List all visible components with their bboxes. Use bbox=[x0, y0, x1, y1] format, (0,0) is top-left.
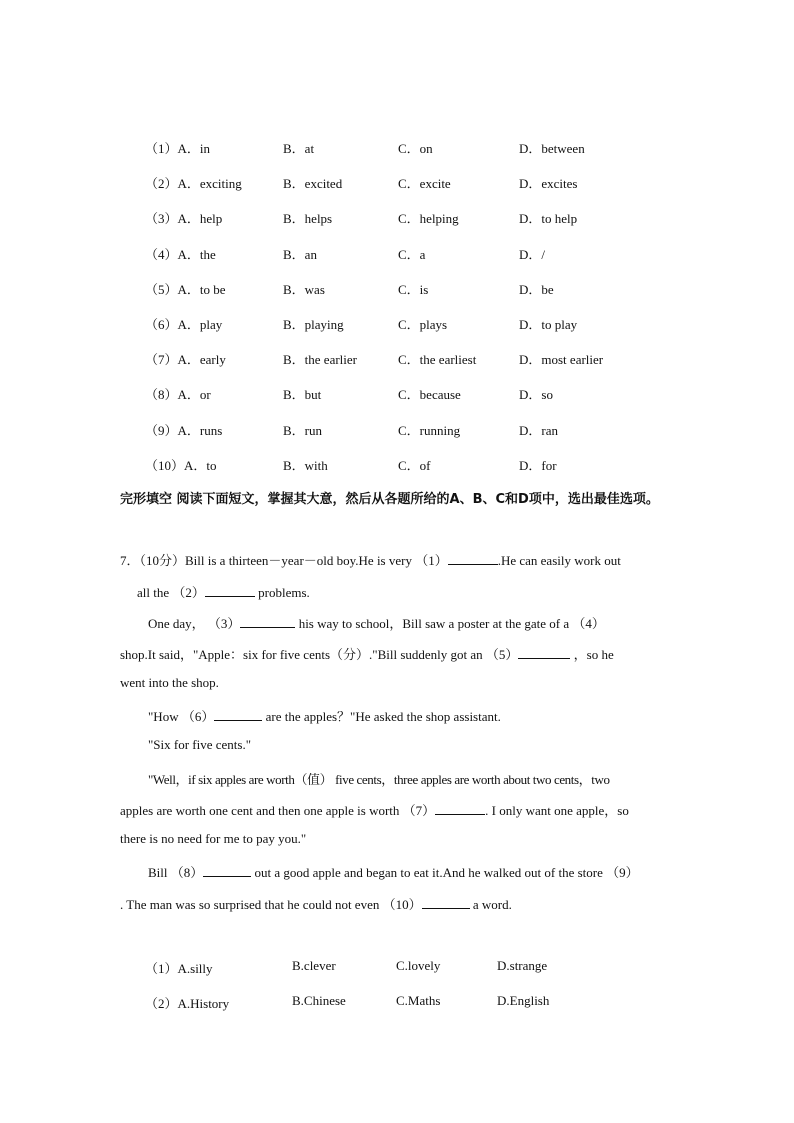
passage-line-2 bbox=[137, 582, 310, 601]
option-c: C.Maths bbox=[396, 993, 441, 1008]
option-d: D．between bbox=[519, 141, 585, 156]
option-a: （2）A．exciting bbox=[145, 176, 242, 191]
option-row-6 bbox=[0, 314, 794, 334]
option-d: D．be bbox=[519, 282, 554, 297]
passage-text: problems. bbox=[254, 585, 310, 600]
option-b: B．but bbox=[283, 387, 322, 402]
passage-text: are the apples？"He asked the shop assistant. bbox=[262, 709, 501, 724]
option-d: D．most earlier bbox=[519, 352, 604, 367]
passage-line-11 bbox=[148, 862, 639, 881]
passage-line-7: "Six for five cents." bbox=[148, 737, 252, 752]
passage-text: a word. bbox=[469, 897, 512, 912]
option-c: C．the earliest bbox=[398, 352, 477, 367]
option-row-2 bbox=[0, 173, 794, 193]
option-b: B．at bbox=[283, 141, 315, 156]
passage-text: . The man was so surprised that he could not even （10） bbox=[120, 897, 422, 912]
passage-text: his way to school，Bill saw a poster at the gate of a （4） bbox=[295, 616, 605, 631]
option-a: （7）A．early bbox=[145, 352, 226, 367]
passage-line-3 bbox=[148, 613, 605, 632]
option-c: C.lovely bbox=[396, 958, 441, 973]
option-d: D.strange bbox=[497, 958, 548, 973]
option-b: B.clever bbox=[292, 958, 336, 973]
option-row-1 bbox=[0, 138, 794, 158]
option-b: B．with bbox=[283, 458, 328, 473]
option-b: B．the earlier bbox=[283, 352, 357, 367]
option-row-3 bbox=[0, 208, 794, 228]
option-c: C．is bbox=[398, 282, 429, 297]
option-a: （4）A．the bbox=[145, 247, 216, 262]
option-c: C．running bbox=[398, 423, 461, 438]
passage-line-10: there is no need for me to pay you." bbox=[120, 831, 307, 846]
answer-blank-10[interactable] bbox=[422, 896, 470, 909]
passage-text: One day， （3） bbox=[148, 616, 241, 631]
option-d: D．to play bbox=[519, 317, 578, 332]
passage-text: ，so he bbox=[570, 647, 614, 662]
option-a: （10）A．to bbox=[145, 458, 217, 473]
option-c: C．helping bbox=[398, 211, 459, 226]
option-a: （3）A．help bbox=[145, 211, 223, 226]
option-a: （1）A．in bbox=[145, 141, 211, 156]
passage-text: "How （6） bbox=[148, 709, 215, 724]
option-c: C．plays bbox=[398, 317, 448, 332]
passage-line-1 bbox=[120, 550, 621, 569]
answer-blank-2[interactable] bbox=[205, 584, 255, 597]
q7-option-row-1 bbox=[0, 958, 794, 978]
passage-line-9 bbox=[120, 800, 629, 819]
option-d: D．for bbox=[519, 458, 557, 473]
option-row-7 bbox=[0, 349, 794, 369]
option-b: B．helps bbox=[283, 211, 333, 226]
option-c: C．because bbox=[398, 387, 461, 402]
option-a: （1）A.silly bbox=[145, 961, 213, 976]
passage-line-12 bbox=[120, 894, 512, 913]
passage-line-6 bbox=[148, 706, 501, 725]
answer-blank-3[interactable] bbox=[240, 615, 295, 628]
passage-text: all the （2） bbox=[137, 585, 205, 600]
option-d: D．/ bbox=[519, 247, 546, 262]
option-a: （9）A．runs bbox=[145, 423, 223, 438]
option-c: C．on bbox=[398, 141, 433, 156]
option-c: C．of bbox=[398, 458, 431, 473]
option-d: D．to help bbox=[519, 211, 578, 226]
option-d: D．excites bbox=[519, 176, 578, 191]
answer-blank-7[interactable] bbox=[435, 802, 485, 815]
option-d: D．so bbox=[519, 387, 553, 402]
option-c: C．a bbox=[398, 247, 426, 262]
option-b: B.Chinese bbox=[292, 993, 346, 1008]
answer-blank-6[interactable] bbox=[214, 708, 262, 721]
answer-blank-8[interactable] bbox=[203, 864, 251, 877]
option-a: （5）A．to be bbox=[145, 282, 226, 297]
passage-line-8: "Well，if six apples are worth（值） five cents，three apples are worth about two cents，two bbox=[148, 772, 610, 787]
passage-line-5: went into the shop. bbox=[120, 675, 219, 690]
option-d: D.English bbox=[497, 993, 550, 1008]
q7-option-row-2 bbox=[0, 993, 794, 1013]
passage-text: .He can easily work out bbox=[497, 553, 621, 568]
option-b: B．an bbox=[283, 247, 317, 262]
option-a: （2）A.History bbox=[145, 996, 230, 1011]
section-heading: 完形填空 阅读下面短文，掌握其大意，然后从各题所给的A、B、C和D项中，选出最佳选项。 bbox=[120, 492, 659, 507]
option-b: B．excited bbox=[283, 176, 343, 191]
passage-line-4 bbox=[120, 644, 614, 663]
option-row-5 bbox=[0, 279, 794, 299]
option-row-10 bbox=[0, 455, 794, 475]
option-row-9 bbox=[0, 420, 794, 440]
option-b: B．was bbox=[283, 282, 325, 297]
option-a: （6）A．play bbox=[145, 317, 223, 332]
option-d: D．ran bbox=[519, 423, 558, 438]
passage-text: 7．（10分）Bill is a thirteen－year－old boy.He is very （1） bbox=[120, 553, 448, 568]
option-a: （8）A．or bbox=[145, 387, 211, 402]
passage-text: shop.It said，"Apple：six for five cents（分）."Bill suddenly got an （5） bbox=[120, 647, 519, 662]
answer-blank-5[interactable] bbox=[518, 646, 570, 659]
passage-text: apples are worth one cent and then one apple is worth （7） bbox=[120, 803, 436, 818]
option-row-4 bbox=[0, 244, 794, 264]
passage-text: . I only want one apple，so bbox=[485, 803, 629, 818]
option-c: C．excite bbox=[398, 176, 451, 191]
option-row-8 bbox=[0, 384, 794, 404]
passage-text: Bill （8） bbox=[148, 865, 204, 880]
answer-blank-1[interactable] bbox=[448, 552, 498, 565]
option-b: B．run bbox=[283, 423, 323, 438]
passage-text: out a good apple and began to eat it.And he walked out of the store （9） bbox=[251, 865, 639, 880]
option-b: B．playing bbox=[283, 317, 344, 332]
